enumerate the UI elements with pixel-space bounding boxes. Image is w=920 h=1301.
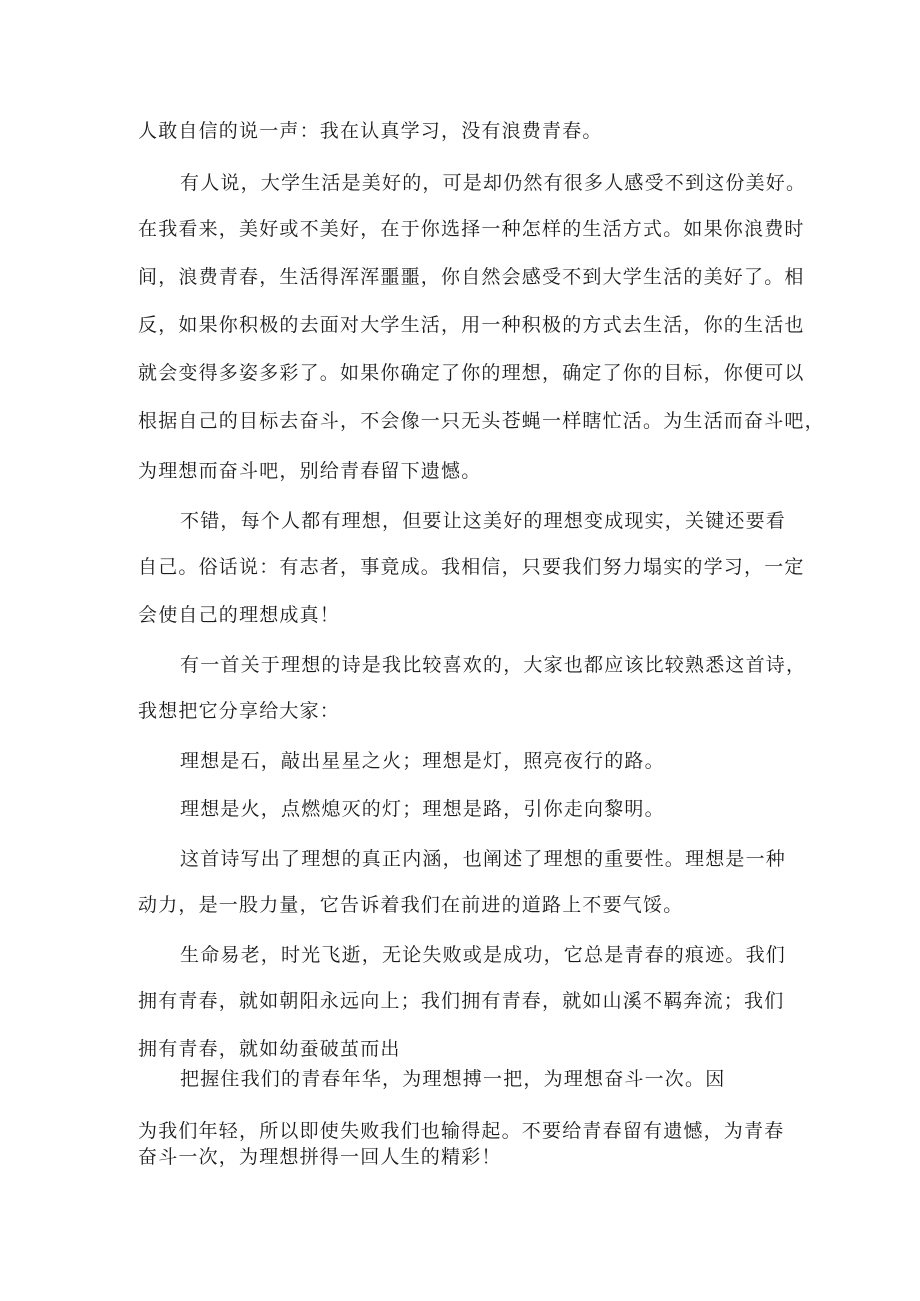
paragraph-first-line: 把握住我们的青春年华，为理想搏一把，为理想奋斗一次。因 (180, 1068, 726, 1090)
text-line: 在我看来，美好或不美好，在于你选择一种怎样的生活方式。如果你浪费时 (138, 218, 805, 240)
text-line: 为我们年轻，所以即使失败我们也输得起。不要给青春留有遗憾，为青春 (138, 1120, 785, 1142)
text-line: 根据自己的目标去奋斗，不会像一只无头苍蝇一样瞎忙活。为生活而奋斗吧， (138, 410, 825, 432)
text-line: 为理想而奋斗吧，别给青春留下遗憾。 (138, 460, 482, 482)
poem-line: 理想是火，点燃熄灭的灯；理想是路，引你走向黎明。 (180, 798, 665, 820)
paragraph-first-line: 生命易老，时光飞逝，无论失败或是成功，它总是青春的痕迹。我们 (180, 944, 787, 966)
paragraph-first-line: 有人说，大学生活是美好的，可是却仍然有很多人感受不到这份美好。 (180, 172, 807, 194)
text-line: 反，如果你积极的去面对大学生活，用一种积极的方式去生活，你的生活也 (138, 314, 805, 336)
text-line: 我想把它分享给大家： (138, 700, 341, 722)
poem-line: 理想是石，敲出星星之火；理想是灯，照亮夜行的路。 (180, 750, 665, 772)
paragraph-first-line: 有一首关于理想的诗是我比较喜欢的，大家也都应该比较熟悉这首诗， (180, 654, 807, 676)
text-line: 奋斗一次，为理想拼得一回人生的精彩！ (138, 1146, 502, 1168)
text-line: 拥有青春，就如朝阳永远向上；我们拥有青春，就如山溪不羁奔流；我们 (138, 990, 785, 1012)
paragraph-first-line: 不错，每个人都有理想，但要让这美好的理想变成现实，关键还要看 (180, 510, 787, 532)
text-line: 就会变得多姿多彩了。如果你确定了你的理想，确定了你的目标，你便可以 (138, 362, 805, 384)
text-line: 动力，是一股力量，它告诉着我们在前进的道路上不要气馁。 (138, 894, 684, 916)
text-line: 自己。俗话说：有志者，事竟成。我相信，只要我们努力塌实的学习，一定 (138, 556, 805, 578)
text-line: 人敢自信的说一声：我在认真学习，没有浪费青春。 (138, 120, 603, 142)
text-line: 会使自己的理想成真！ (138, 604, 341, 626)
text-line: 拥有青春，就如幼蚕破茧而出 (138, 1038, 401, 1060)
text-line: 间，浪费青春，生活得浑浑噩噩，你自然会感受不到大学生活的美好了。相 (138, 266, 805, 288)
paragraph-first-line: 这首诗写出了理想的真正内涵，也阐述了理想的重要性。理想是一种 (180, 848, 787, 870)
